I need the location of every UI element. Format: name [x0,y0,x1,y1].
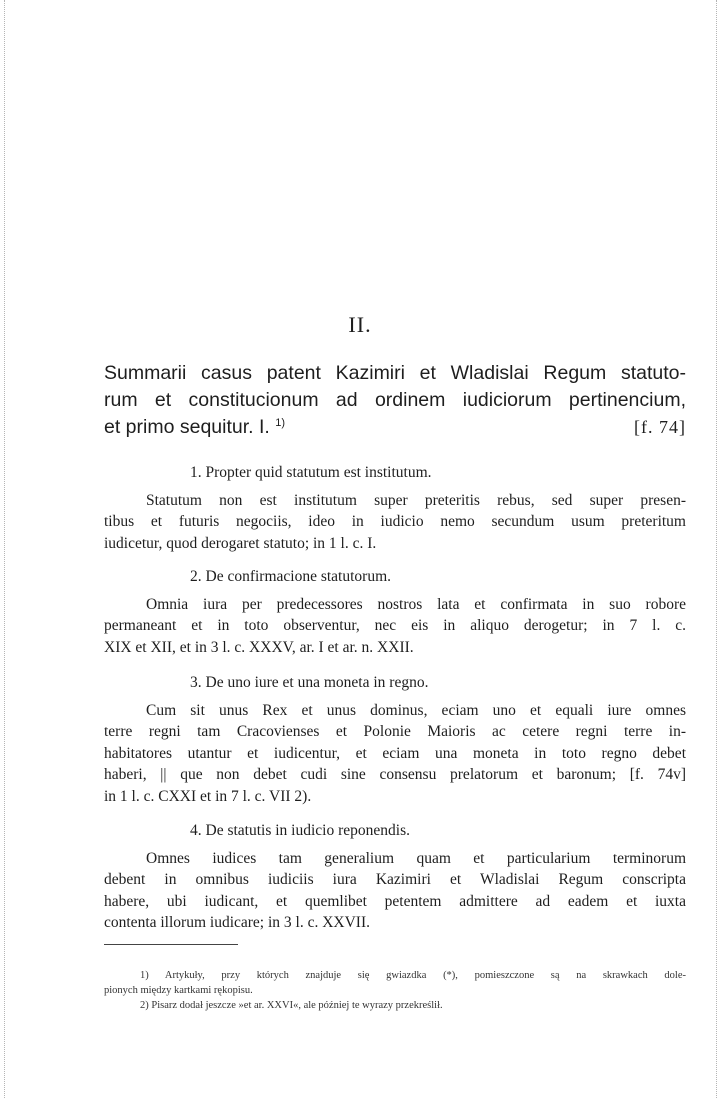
chapter-number: II. [348,312,372,337]
paragraph-line: Cum sit unus Rex et unus dominus, eciam uno et equali iure omnes [146,701,686,719]
paragraph-line: permaneant et in toto observentur, nec eis in aliquo derogetur; in 7 l. c. [104,617,686,634]
footnote-2: 2) Pisarz dodał jeszcze »et ar. XXVI«, ale później te wyrazy przekreślił. [140,1000,443,1011]
section-heading: 1. Propter quid statutum est institutum. [190,464,432,481]
page-edge-left [4,0,5,1098]
paragraph-line: in 1 l. c. CXXI et in 7 l. c. VII 2). [104,787,312,805]
footnote-1-line-2: pionych między kartkami rękopisu. [104,985,253,996]
title-line-1: Summarii casus patent Kazimiri et Wladislai Regum statuto- [104,362,686,384]
chapter-title [104,360,686,441]
paragraph-line: Omnes iudices tam generalium quam et particularium terminorum [146,849,686,867]
paragraph-line: Statutum non est institutum super preteritis rebus, sed super presen- [146,491,686,509]
section-paragraph [104,700,686,808]
section-heading: 2. De confirmacione statutorum. [190,568,392,585]
paragraph-line: terre regni tam Cracovienses et Polonie Maioris ac cetere regni terre in- [104,723,686,740]
section-paragraph [104,490,686,555]
paragraph-line: debent in omnibus iudiciis iura Kazimiri et Wladislai Regum conscripta [104,871,686,888]
footnote-1-line-1: 1) Artykuły, przy których znajduje się gwiazdka (*), pomieszczone są na skrawkach dole- [140,970,686,981]
footnotes [104,968,686,1013]
title-line-3: et primo sequitur. I. [104,416,270,438]
section-paragraph [104,594,686,659]
page-edge-right [716,0,717,1098]
paragraph-line: iudicetur, quod derogaret statuto; in 1 l. c. I. [104,534,377,552]
footnote-ref-1: 1) [275,417,286,429]
footnote-rule [104,944,238,945]
title-line-2: rum et constitucionum ad ordinem iudiciorum pertinencium, [104,389,686,411]
section-heading: 4. De statutis in iudicio reponendis. [190,822,410,839]
folio-marker: [f. 74] [634,417,686,437]
paragraph-line: habitatores utantur et iudicentur, et eciam una moneta in toto regno debet [104,744,686,762]
section-4 [104,820,686,934]
paragraph-line: haberi, || que non debet cudi sine consensu prelatorum et baronum; [f. 74v] [104,766,686,783]
paragraph-line: XIX et XII, et in 3 l. c. XXXV, ar. I et ar. n. XXII. [104,638,414,656]
paragraph-line: habere, ubi iudicant, et quemlibet petentem admittere ad eadem et iuxta [104,892,686,910]
section-2 [104,566,686,658]
paragraph-line: contenta illorum iudicare; in 3 l. c. XXVII. [104,914,371,931]
section-heading: 3. De uno iure et una moneta in regno. [190,674,429,691]
section-1 [104,462,686,554]
section-3 [104,672,686,807]
title-line-3-row [104,414,686,441]
paragraph-line: Omnia iura per predecessores nostros lata et confirmata in suo robore [146,595,686,613]
title-line-3-wrap [104,414,686,441]
paragraph-line: tibus et futuris negociis, ideo in iudicio nemo secundum usum preteritum [104,513,686,530]
section-paragraph [104,848,686,934]
